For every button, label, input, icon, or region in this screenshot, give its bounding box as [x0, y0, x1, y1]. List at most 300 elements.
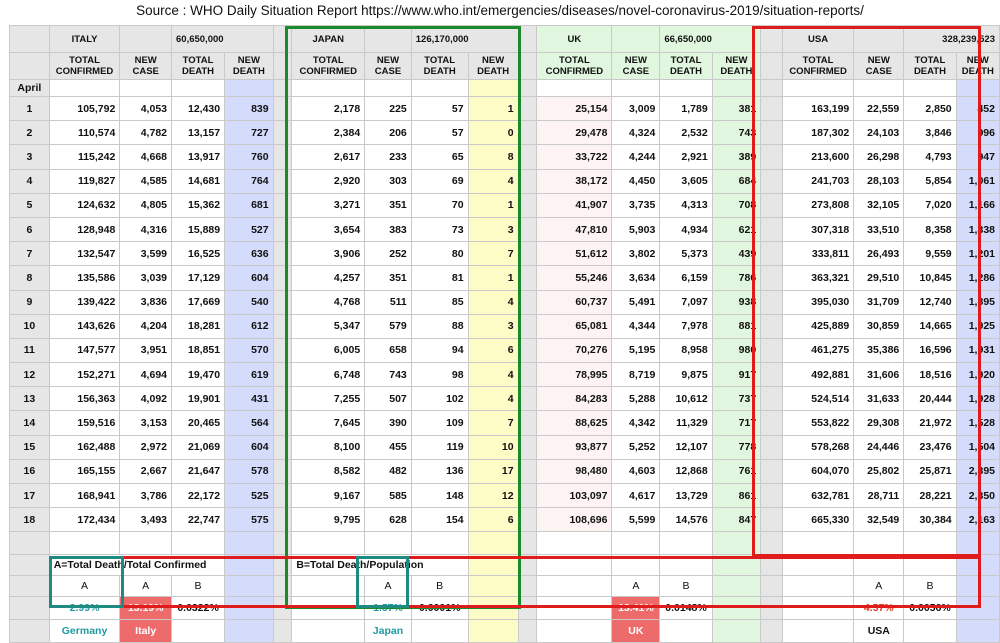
- table-row: [10, 459, 1000, 483]
- italy-total-death-cell: 17,129: [172, 266, 225, 290]
- separator-cell: [761, 338, 783, 362]
- separator-cell: [273, 97, 292, 121]
- usa-total-death-cell: 25,871: [904, 459, 956, 483]
- separator-cell: [761, 266, 783, 290]
- uk-new-case-cell: 5,491: [612, 290, 660, 314]
- summary-ab-label-row: [10, 576, 1000, 597]
- uk-total-confirmed-cell: 84,283: [537, 387, 612, 411]
- table-row: [10, 508, 1000, 532]
- day-number: 10: [10, 314, 50, 338]
- usa-total-confirmed-cell: 578,268: [782, 435, 853, 459]
- uk-new-case-cell: 4,324: [612, 121, 660, 145]
- italy-total-death-cell: 18,851: [172, 338, 225, 362]
- italy-total-death-cell: 19,901: [172, 387, 225, 411]
- japan-total-death-cell: 81: [411, 266, 468, 290]
- separator-cell: [761, 193, 783, 217]
- definition-a: A=Total Death/Total Confirmed: [49, 555, 224, 576]
- uk-total-confirmed-cell: 33,722: [537, 145, 612, 169]
- japan-total-confirmed-cell: 8,582: [292, 459, 365, 483]
- usa-new-death-cell: 947: [956, 145, 999, 169]
- uk-total-confirmed-cell: 29,478: [537, 121, 612, 145]
- usa-total-death-header: TOTAL DEATH: [904, 53, 956, 80]
- japan-total-death-cell: 148: [411, 484, 468, 508]
- usa-total-confirmed-cell: 213,600: [782, 145, 853, 169]
- japan-new-death-cell: 3: [468, 314, 518, 338]
- day-number: 16: [10, 459, 50, 483]
- japan-total-confirmed-cell: 8,100: [292, 435, 365, 459]
- italy-a-label: A: [49, 576, 120, 597]
- japan-total-confirmed-cell: 4,768: [292, 290, 365, 314]
- italy-new-case-cell: 3,836: [120, 290, 172, 314]
- uk-new-death-cell: 938: [712, 290, 760, 314]
- italy-total-death-cell: 19,470: [172, 363, 225, 387]
- japan-new-case-cell: 585: [365, 484, 412, 508]
- japan-total-death-cell: 94: [411, 338, 468, 362]
- japan-total-death-cell: 80: [411, 242, 468, 266]
- japan-total-death-cell: 73: [411, 217, 468, 241]
- table-row: [10, 145, 1000, 169]
- uk-total-death-cell: 10,612: [660, 387, 712, 411]
- uk-total-confirmed-cell: 60,737: [537, 290, 612, 314]
- usa-new-case-cell: 35,386: [854, 338, 904, 362]
- japan-total-confirmed-cell: 3,654: [292, 217, 365, 241]
- table-row: [10, 169, 1000, 193]
- uk-new-death-cell: 917: [712, 363, 760, 387]
- japan-new-death-cell: 6: [468, 508, 518, 532]
- italy-total-confirmed-cell: 162,488: [49, 435, 120, 459]
- table-row: [10, 411, 1000, 435]
- italy-total-confirmed-cell: 139,422: [49, 290, 120, 314]
- summary-values-row: [10, 597, 1000, 620]
- usa-total-confirmed-cell: 187,302: [782, 121, 853, 145]
- table-row: [10, 484, 1000, 508]
- italy-new-death-cell: 575: [225, 508, 273, 532]
- separator-cell: [273, 169, 292, 193]
- separator-cell: [518, 121, 537, 145]
- separator-cell: [761, 508, 783, 532]
- italy-total-confirmed-cell: 143,626: [49, 314, 120, 338]
- day-number: 3: [10, 145, 50, 169]
- usa-total-confirmed-cell: 241,703: [782, 169, 853, 193]
- table-row: [10, 387, 1000, 411]
- japan-new-case-cell: 511: [365, 290, 412, 314]
- uk-total-death-cell: 2,921: [660, 145, 712, 169]
- separator-cell: [273, 193, 292, 217]
- japan-new-death-cell: 7: [468, 242, 518, 266]
- usa-b-value: 0.0056%: [904, 597, 956, 620]
- uk-total-confirmed-cell: 93,877: [537, 435, 612, 459]
- italy-total-death-cell: 21,069: [172, 435, 225, 459]
- table-row: [10, 121, 1000, 145]
- usa-new-case-cell: 24,446: [854, 435, 904, 459]
- japan-new-death-cell: 0: [468, 121, 518, 145]
- japan-new-case-cell: 225: [365, 97, 412, 121]
- usa-total-death-cell: 14,665: [904, 314, 956, 338]
- uk-total-confirmed-cell: 38,172: [537, 169, 612, 193]
- japan-new-death-cell: 7: [468, 411, 518, 435]
- japan-total-confirmed-cell: 7,645: [292, 411, 365, 435]
- italy-total-confirmed-cell: 105,792: [49, 97, 120, 121]
- japan-new-case-cell: 351: [365, 193, 412, 217]
- source-caption: Source : WHO Daily Situation Report https://www.who.int/emergencies/diseases/novel-coronavirus-2019/situation-reports/: [136, 3, 864, 18]
- uk-new-case-cell: 4,450: [612, 169, 660, 193]
- italy-new-death-cell: 619: [225, 363, 273, 387]
- italy-label: Italy: [120, 620, 172, 643]
- separator-cell: [761, 290, 783, 314]
- uk-total-confirmed-cell: 65,081: [537, 314, 612, 338]
- separator-cell: [273, 338, 292, 362]
- uk-total-death-cell: 12,107: [660, 435, 712, 459]
- japan-total-death-cell: 69: [411, 169, 468, 193]
- table-row: [10, 217, 1000, 241]
- separator-cell: [273, 484, 292, 508]
- usa-new-case-cell: 28,711: [854, 484, 904, 508]
- uk-new-death-cell: 861: [712, 484, 760, 508]
- usa-total-death-cell: 8,358: [904, 217, 956, 241]
- usa-total-confirmed-cell: 363,321: [782, 266, 853, 290]
- usa-total-death-cell: 18,516: [904, 363, 956, 387]
- day-number: 11: [10, 338, 50, 362]
- japan-new-case-cell: 507: [365, 387, 412, 411]
- usa-total-death-cell: 12,740: [904, 290, 956, 314]
- usa-total-death-cell: 10,845: [904, 266, 956, 290]
- usa-total-death-cell: 21,972: [904, 411, 956, 435]
- japan-total-death-cell: 109: [411, 411, 468, 435]
- japan-total-confirmed-cell: 3,906: [292, 242, 365, 266]
- uk-new-case-cell: 3,735: [612, 193, 660, 217]
- italy-total-death-cell: 15,362: [172, 193, 225, 217]
- separator-cell: [761, 97, 783, 121]
- usa-total-confirmed-cell: 307,318: [782, 217, 853, 241]
- italy-a-value: 13.19%: [120, 597, 172, 620]
- japan-new-death-cell: 4: [468, 169, 518, 193]
- separator-cell: [518, 193, 537, 217]
- usa-total-confirmed-cell: 665,330: [782, 508, 853, 532]
- separator-cell: [518, 484, 537, 508]
- separator-cell: [273, 435, 292, 459]
- uk-new-death-cell: 761: [712, 459, 760, 483]
- japan-total-death-cell: 70: [411, 193, 468, 217]
- italy-new-case-cell: 4,805: [120, 193, 172, 217]
- usa-new-death-cell: 2,163: [956, 508, 999, 532]
- italy-new-death-cell: 764: [225, 169, 273, 193]
- uk-total-death-cell: 3,605: [660, 169, 712, 193]
- usa-total-confirmed-cell: 273,808: [782, 193, 853, 217]
- japan-b-label: B: [411, 576, 468, 597]
- uk-new-death-cell: 708: [712, 193, 760, 217]
- italy-total-confirmed-cell: 147,577: [49, 338, 120, 362]
- italy-new-death-header: NEW DEATH: [225, 53, 273, 80]
- separator-cell: [518, 459, 537, 483]
- uk-total-confirmed-cell: 55,246: [537, 266, 612, 290]
- japan-name: JAPAN: [292, 26, 365, 53]
- uk-total-death-cell: 1,789: [660, 97, 712, 121]
- day-number: 15: [10, 435, 50, 459]
- italy-total-confirmed-cell: 165,155: [49, 459, 120, 483]
- separator-cell: [518, 387, 537, 411]
- usa-new-case-cell: 22,559: [854, 97, 904, 121]
- separator-cell: [273, 411, 292, 435]
- uk-b-label: B: [660, 576, 712, 597]
- day-number: 18: [10, 508, 50, 532]
- japan-new-case-cell: 390: [365, 411, 412, 435]
- usa-new-death-cell: 1,166: [956, 193, 999, 217]
- uk-total-death-cell: 11,329: [660, 411, 712, 435]
- separator-cell: [273, 459, 292, 483]
- separator-cell: [273, 314, 292, 338]
- uk-a-label: A: [612, 576, 660, 597]
- germany-a-value: 2.99%: [49, 597, 120, 620]
- uk-new-death-cell: 980: [712, 338, 760, 362]
- uk-total-confirmed-cell: 25,154: [537, 97, 612, 121]
- japan-total-confirmed-cell: 6,005: [292, 338, 365, 362]
- separator-cell: [518, 169, 537, 193]
- day-number: 9: [10, 290, 50, 314]
- usa-total-death-cell: 23,476: [904, 435, 956, 459]
- japan-new-case-cell: 351: [365, 266, 412, 290]
- japan-total-confirmed-cell: 2,920: [292, 169, 365, 193]
- usa-name: USA: [782, 26, 853, 53]
- japan-total-confirmed-header: TOTAL CONFIRMED: [292, 53, 365, 80]
- separator-cell: [761, 145, 783, 169]
- definition-b: B=Total Death/Population: [292, 555, 468, 576]
- usa-new-death-cell: 996: [956, 121, 999, 145]
- uk-new-case-cell: 3,802: [612, 242, 660, 266]
- uk-a-value: 13.41%: [612, 597, 660, 620]
- daily-data-rows: [10, 97, 1000, 532]
- italy-new-death-cell: 540: [225, 290, 273, 314]
- usa-new-case-cell: 24,103: [854, 121, 904, 145]
- uk-total-confirmed-cell: 88,625: [537, 411, 612, 435]
- italy-total-confirmed-cell: 115,242: [49, 145, 120, 169]
- day-number: 5: [10, 193, 50, 217]
- usa-new-death-cell: 1,286: [956, 266, 999, 290]
- italy-new-death-cell: 636: [225, 242, 273, 266]
- usa-new-death-cell: 452: [956, 97, 999, 121]
- uk-new-case-cell: 4,342: [612, 411, 660, 435]
- usa-total-confirmed-cell: 604,070: [782, 459, 853, 483]
- usa-total-confirmed-cell: 492,881: [782, 363, 853, 387]
- day-number: 12: [10, 363, 50, 387]
- japan-total-confirmed-cell: 2,617: [292, 145, 365, 169]
- japan-new-case-cell: 455: [365, 435, 412, 459]
- usa-total-death-cell: 9,559: [904, 242, 956, 266]
- usa-label: USA: [854, 620, 904, 643]
- italy-new-death-cell: 604: [225, 266, 273, 290]
- japan-a-value: 1.57%: [365, 597, 412, 620]
- summary-country-label-row: [10, 620, 1000, 643]
- italy-new-death-cell: 839: [225, 97, 273, 121]
- separator-cell: [273, 145, 292, 169]
- uk-new-death-cell: 684: [712, 169, 760, 193]
- japan-new-case-cell: 658: [365, 338, 412, 362]
- uk-new-case-cell: 4,244: [612, 145, 660, 169]
- italy-total-confirmed-cell: 159,516: [49, 411, 120, 435]
- japan-new-death-cell: 6: [468, 338, 518, 362]
- japan-total-death-cell: 88: [411, 314, 468, 338]
- japan-a-label: A: [365, 576, 412, 597]
- italy-new-case-cell: 4,204: [120, 314, 172, 338]
- separator-cell: [761, 411, 783, 435]
- day-number: 1: [10, 97, 50, 121]
- italy-new-case-cell: 3,493: [120, 508, 172, 532]
- italy-total-death-cell: 17,669: [172, 290, 225, 314]
- usa-a-label: A: [854, 576, 904, 597]
- italy-new-case-cell: 4,092: [120, 387, 172, 411]
- separator-cell: [518, 97, 537, 121]
- uk-new-death-cell: 881: [712, 314, 760, 338]
- italy-total-death-cell: 21,647: [172, 459, 225, 483]
- uk-new-case-cell: 4,617: [612, 484, 660, 508]
- separator-cell: [761, 217, 783, 241]
- separator-cell: [518, 508, 537, 532]
- separator-cell: [761, 363, 783, 387]
- usa-new-case-cell: 26,298: [854, 145, 904, 169]
- summary-spacer-row: [10, 532, 1000, 555]
- uk-total-confirmed-cell: 103,097: [537, 484, 612, 508]
- italy-total-confirmed-cell: 135,586: [49, 266, 120, 290]
- day-number: 14: [10, 411, 50, 435]
- day-number: 17: [10, 484, 50, 508]
- italy-total-confirmed-cell: 119,827: [49, 169, 120, 193]
- table-row: [10, 266, 1000, 290]
- uk-total-death-cell: 2,532: [660, 121, 712, 145]
- uk-total-death-cell: 8,958: [660, 338, 712, 362]
- day-number: 7: [10, 242, 50, 266]
- japan-total-confirmed-cell: 2,384: [292, 121, 365, 145]
- japan-total-death-cell: 65: [411, 145, 468, 169]
- usa-total-confirmed-cell: 163,199: [782, 97, 853, 121]
- japan-new-case-cell: 206: [365, 121, 412, 145]
- japan-total-death-cell: 102: [411, 387, 468, 411]
- japan-total-confirmed-cell: 7,255: [292, 387, 365, 411]
- italy-new-death-cell: 612: [225, 314, 273, 338]
- japan-total-confirmed-cell: 4,257: [292, 266, 365, 290]
- month-label: April: [10, 80, 50, 97]
- uk-total-death-cell: 12,868: [660, 459, 712, 483]
- italy-total-confirmed-cell: 172,434: [49, 508, 120, 532]
- usa-total-death-cell: 3,846: [904, 121, 956, 145]
- usa-new-case-cell: 31,606: [854, 363, 904, 387]
- usa-total-death-cell: 28,221: [904, 484, 956, 508]
- italy-new-case-cell: 4,316: [120, 217, 172, 241]
- uk-new-death-header: NEW DEATH: [712, 53, 760, 80]
- italy-total-confirmed-cell: 132,547: [49, 242, 120, 266]
- table-row: [10, 97, 1000, 121]
- usa-total-death-cell: 7,020: [904, 193, 956, 217]
- uk-total-death-cell: 14,576: [660, 508, 712, 532]
- uk-total-death-cell: 4,934: [660, 217, 712, 241]
- italy-total-death-header: TOTAL DEATH: [172, 53, 225, 80]
- italy-total-confirmed-cell: 110,574: [49, 121, 120, 145]
- japan-total-death-cell: 57: [411, 97, 468, 121]
- italy-new-case-cell: 3,951: [120, 338, 172, 362]
- usa-total-confirmed-cell: 425,889: [782, 314, 853, 338]
- japan-new-death-cell: 4: [468, 290, 518, 314]
- usa-total-confirmed-cell: 461,275: [782, 338, 853, 362]
- separator-cell: [273, 290, 292, 314]
- usa-b-label: B: [904, 576, 956, 597]
- usa-total-confirmed-cell: 553,822: [782, 411, 853, 435]
- japan-total-death-cell: 85: [411, 290, 468, 314]
- japan-new-death-cell: 12: [468, 484, 518, 508]
- uk-total-confirmed-cell: 98,480: [537, 459, 612, 483]
- japan-total-confirmed-cell: 2,178: [292, 97, 365, 121]
- separator-cell: [273, 508, 292, 532]
- italy-total-death-cell: 13,157: [172, 121, 225, 145]
- italy-new-death-cell: 681: [225, 193, 273, 217]
- italy-population: 60,650,000: [172, 26, 274, 53]
- japan-total-confirmed-cell: 9,795: [292, 508, 365, 532]
- italy-new-case-cell: 3,039: [120, 266, 172, 290]
- table-row: [10, 338, 1000, 362]
- italy-new-death-cell: 527: [225, 217, 273, 241]
- usa-total-confirmed-cell: 395,030: [782, 290, 853, 314]
- italy-total-death-cell: 14,681: [172, 169, 225, 193]
- italy-total-confirmed-header: TOTAL CONFIRMED: [49, 53, 120, 80]
- table-row: [10, 242, 1000, 266]
- italy-new-death-cell: 727: [225, 121, 273, 145]
- italy-total-death-cell: 22,747: [172, 508, 225, 532]
- usa-new-death-cell: 2,350: [956, 484, 999, 508]
- usa-new-death-header: NEW DEATH: [956, 53, 999, 80]
- usa-new-death-cell: 1,504: [956, 435, 999, 459]
- japan-new-death-cell: 4: [468, 387, 518, 411]
- uk-total-death-cell: 7,097: [660, 290, 712, 314]
- uk-total-death-cell: 4,313: [660, 193, 712, 217]
- italy-total-death-cell: 18,281: [172, 314, 225, 338]
- uk-total-death-cell: 9,875: [660, 363, 712, 387]
- japan-new-case-header: NEW CASE: [365, 53, 412, 80]
- usa-total-death-cell: 20,444: [904, 387, 956, 411]
- italy-total-death-cell: 12,430: [172, 97, 225, 121]
- usa-new-case-cell: 29,308: [854, 411, 904, 435]
- japan-total-confirmed-cell: 6,748: [292, 363, 365, 387]
- table-row: [10, 290, 1000, 314]
- month-row: [10, 80, 1000, 97]
- table-row: [10, 435, 1000, 459]
- japan-new-death-cell: 3: [468, 217, 518, 241]
- usa-new-case-cell: 32,105: [854, 193, 904, 217]
- japan-b-value: 0.0001%: [411, 597, 468, 620]
- uk-new-death-cell: 737: [712, 387, 760, 411]
- uk-total-death-header: TOTAL DEATH: [660, 53, 712, 80]
- italy-new-case-cell: 4,782: [120, 121, 172, 145]
- japan-new-case-cell: 743: [365, 363, 412, 387]
- japan-new-case-cell: 233: [365, 145, 412, 169]
- italy-new-case-header: NEW CASE: [120, 53, 172, 80]
- usa-new-death-cell: 1,201: [956, 242, 999, 266]
- usa-new-case-cell: 26,493: [854, 242, 904, 266]
- italy-new-case-cell: 4,585: [120, 169, 172, 193]
- uk-new-case-cell: 3,009: [612, 97, 660, 121]
- day-number: 4: [10, 169, 50, 193]
- italy-new-death-cell: 604: [225, 435, 273, 459]
- uk-total-confirmed-cell: 108,696: [537, 508, 612, 532]
- usa-total-death-cell: 30,384: [904, 508, 956, 532]
- italy-new-death-cell: 578: [225, 459, 273, 483]
- separator-cell: [273, 217, 292, 241]
- usa-new-case-cell: 31,709: [854, 290, 904, 314]
- italy-new-case-cell: 4,694: [120, 363, 172, 387]
- uk-new-case-cell: 3,634: [612, 266, 660, 290]
- uk-new-death-cell: 717: [712, 411, 760, 435]
- japan-new-case-cell: 383: [365, 217, 412, 241]
- italy-total-death-cell: 22,172: [172, 484, 225, 508]
- uk-population: 66,650,000: [660, 26, 761, 53]
- germany-label: Germany: [49, 620, 120, 643]
- table-row: [10, 193, 1000, 217]
